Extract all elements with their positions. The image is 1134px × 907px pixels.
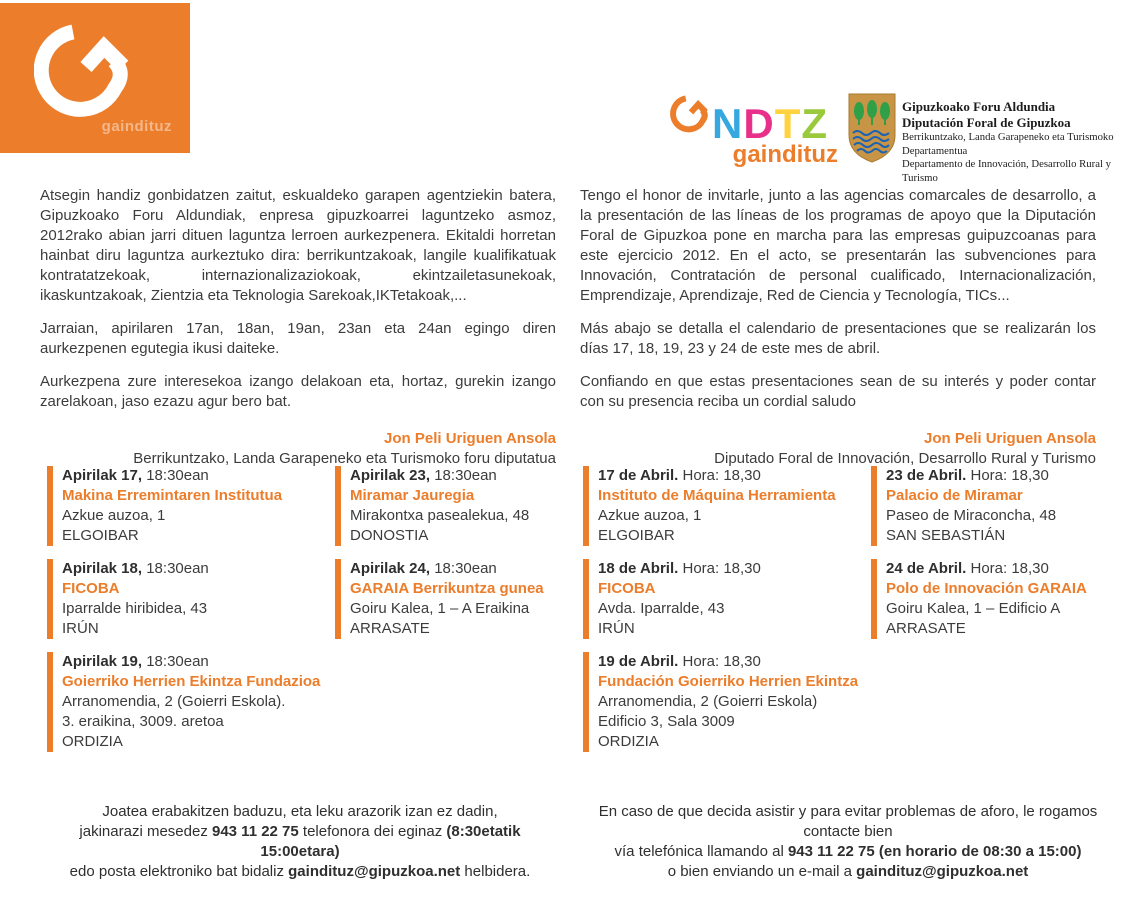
event-time: 18:30ean (142, 560, 209, 577)
brand-letter-z: Z (801, 100, 828, 147)
event-city: ORDIZIA (598, 733, 659, 750)
event-date: Apirilak 17, (62, 467, 143, 484)
footer-eu-line-2 (40, 822, 560, 862)
event-city: ORDIZIA (62, 733, 123, 750)
event-city: SAN SEBASTIÁN (886, 527, 1006, 544)
event-venue: Palacio de Miramar (886, 487, 1023, 504)
event-date: Apirilak 24, (350, 560, 431, 577)
event-apirilak-17 (47, 466, 335, 546)
footer-text: o bien enviando un e-mail a (667, 863, 857, 880)
event-date: 18 de Abril. (598, 560, 679, 577)
event-23-abril (871, 466, 1122, 546)
event-date: Apirilak 23, (350, 467, 431, 484)
event-venue: FICOBA (62, 580, 120, 597)
event-time: 18:30ean (430, 467, 497, 484)
event-19-abril (583, 652, 871, 752)
letter-eu-paragraph-3: Aurkezpena zure interesekoa izango delakoan eta, hortaz, gurekin izango zarelakoan, jaso ezazu agur bero bat. (40, 373, 556, 410)
event-apirilak-24 (335, 559, 583, 639)
footer-text: jakinarazi mesedez (79, 823, 212, 840)
footer-text: vía telefónica llamando al (614, 843, 788, 860)
gndtz-brand-logo (670, 94, 840, 168)
event-city: DONOSTIA (350, 527, 429, 544)
contact-footer-es (578, 802, 1118, 882)
institution-title-eu: Gipuzkoako Foru Aldundia (902, 99, 1056, 114)
gndtz-letters (670, 94, 840, 147)
calendar-column-es-1 (583, 466, 871, 765)
event-date: 17 de Abril. (598, 467, 679, 484)
event-address: Goiru Kalea, 1 – A Eraikina (350, 600, 530, 617)
footer-eu-line-1: Joatea erabakitzen baduzu, eta leku arazorik izan ez dadin, (102, 803, 498, 820)
letter-eu-paragraph-1: Atsegin handiz gonbidatzen zaitut, eskualdeko garapen agentziekin batera, Gipuzkoako Foru Aldundiak, enpresa gipuzkoarrei laguntzeko asmoz, 2012rako abian jarri dituen laguntza lerroen aurkezpenera. Ekitaldi horretan hainbat diru laguntza aurkeztuko dira: berrikuntzakoak, langile kualifikatuak kontratatzekoak, internazionalizaziokoak, ekintzailetasunekoak, ikaskuntzakoak, Zientzia eta Teknologia Sarekoak,IKTetakoak,... (40, 187, 556, 304)
footer-text: helbidera. (460, 863, 531, 880)
event-apirilak-18 (47, 559, 335, 639)
event-time: Hora: 18,30 (678, 560, 761, 577)
event-address: Azkue auzoa, 1 (598, 507, 702, 524)
footer-text: edo posta elektroniko bat bidaliz (69, 863, 289, 880)
email-address: gaindituz@gipuzkoa.net (856, 863, 1029, 880)
signatory-title-eu: Berrikuntzako, Landa Garapeneko eta Turismoko foru diputatua (133, 450, 556, 467)
presentations-calendar (0, 466, 1134, 765)
brand-wordmark: gaindituz (732, 141, 838, 168)
event-time: 18:30ean (142, 467, 209, 484)
event-time: 18:30ean (430, 560, 497, 577)
footer-eu-line-3 (40, 862, 560, 882)
event-24-abril (871, 559, 1122, 639)
phone-number: 943 11 22 75 (en horario de 08:30 a 15:00) (787, 843, 1082, 860)
email-address: gaindituz@gipuzkoa.net (288, 863, 461, 880)
footer-es-line-1: En caso de que decida asistir y para evitar problemas de aforo, le rogamos contacte bien (598, 803, 1098, 840)
signature-eu (40, 429, 556, 469)
invitation-letter (40, 186, 1096, 469)
gaindituz-logo (0, 3, 190, 153)
event-city: IRÚN (62, 620, 99, 637)
contact-footer (0, 802, 1134, 882)
event-date: Apirilak 19, (62, 653, 143, 670)
event-18-abril (583, 559, 871, 639)
event-address: Arranomendia, 2 (Goierri Eskola). (62, 693, 286, 710)
event-time: Hora: 18,30 (678, 653, 761, 670)
letter-eu-paragraph-2: Jarraian, apirilaren 17an, 18an, 19an, 23an eta 24an egingo diren aurkezpenen egutegia ikusi daiteke. (40, 320, 556, 357)
event-address: Azkue auzoa, 1 (62, 507, 166, 524)
letter-es-paragraph-1: Tengo el honor de invitarle, junto a las agencias comarcales de desarrollo, a la presentación de las líneas de los programas de apoyo que la Diputación Foral de Gipuzkoa pone en marcha para las empresas guipuzcoanas para este ejercicio 2012. En el acto, se presentarán las subvenciones para Innovación, Contratación de personal cualificado, Internacionalización, Emprendizaje, Aprendizaje, Red de Ciencia y Tecnología, TICs... (580, 187, 1096, 304)
letter-basque (40, 186, 556, 469)
brand-letter-d: D (743, 100, 775, 147)
event-date: 24 de Abril. (886, 560, 967, 577)
institution-dept-eu: Berrikuntzako, Landa Garapeneko eta Turismoko Departamentua (902, 131, 1114, 157)
event-venue: FICOBA (598, 580, 656, 597)
brand-letter-t: T (774, 100, 802, 147)
event-apirilak-23 (335, 466, 583, 546)
event-17-abril (583, 466, 871, 546)
event-venue: GARAIA Berrikuntza gunea (350, 580, 544, 597)
signatory-name: Jon Peli Uriguen Ansola (924, 430, 1096, 447)
footer-text: telefonora dei eginaz (298, 823, 447, 840)
event-city: ARRASATE (350, 620, 430, 637)
event-city: IRÚN (598, 620, 635, 637)
event-venue: Miramar Jauregia (350, 487, 475, 504)
office-hours: (8:30etatik 15:00etara) (260, 823, 521, 860)
event-time: Hora: 18,30 (678, 467, 761, 484)
institution-lockup (902, 99, 1134, 185)
event-address: Paseo de Miraconcha, 48 (886, 507, 1057, 524)
event-apirilak-19 (47, 652, 335, 752)
event-time: Hora: 18,30 (966, 560, 1049, 577)
calendar-column-es-2 (871, 466, 1122, 765)
institution-title-es: Diputación Foral de Gipuzkoa (902, 115, 1071, 130)
event-date: 23 de Abril. (886, 467, 967, 484)
event-city: ELGOIBAR (598, 527, 675, 544)
letter-es-paragraph-2: Más abajo se detalla el calendario de presentaciones que se realizarán los días 17, 18, 19, 23 y 24 de este mes de abril. (580, 320, 1096, 357)
phone-number: 943 11 22 75 (211, 823, 299, 840)
gipuzkoa-coat-of-arms-icon (848, 93, 896, 168)
event-city: ARRASATE (886, 620, 966, 637)
event-address: Arranomendia, 2 (Goierri Eskola) (598, 693, 818, 710)
letter-es-paragraph-3: Confiando en que estas presentaciones sean de su interés y poder contar con su presencia reciba un cordial saludo (580, 373, 1096, 410)
event-address: Iparralde hiribidea, 43 (62, 600, 208, 617)
letter-spanish (580, 186, 1096, 469)
contact-footer-eu (40, 802, 560, 882)
event-address: Goiru Kalea, 1 – Edificio A (886, 600, 1061, 617)
event-date: Apirilak 18, (62, 560, 143, 577)
signatory-name: Jon Peli Uriguen Ansola (384, 430, 556, 447)
event-venue: Instituto de Máquina Herramienta (598, 487, 836, 504)
event-time: 18:30ean (142, 653, 209, 670)
calendar-column-eu-1 (47, 466, 335, 765)
event-city: ELGOIBAR (62, 527, 139, 544)
footer-es-line-3 (578, 862, 1118, 882)
event-date: 19 de Abril. (598, 653, 679, 670)
signatory-title-es: Diputado Foral de Innovación, Desarrollo Rural y Turismo (714, 450, 1096, 467)
brand-letter-n: N (712, 100, 744, 147)
event-venue: Fundación Goierriko Herrien Ekintza (598, 673, 859, 690)
event-address-2: 3. eraikina, 3009. aretoa (62, 713, 224, 730)
event-time: Hora: 18,30 (966, 467, 1049, 484)
event-address: Avda. Iparralde, 43 (598, 600, 725, 617)
event-address: Mirakontxa pasealekua, 48 (350, 507, 530, 524)
signature-es (580, 429, 1096, 469)
institution-dept-es: Departamento de Innovación, Desarrollo Rural y Turismo (902, 158, 1111, 184)
event-venue: Polo de Innovación GARAIA (886, 580, 1087, 597)
gaindituz-logo-wordmark: gaindituz (101, 118, 172, 135)
event-address-2: Edificio 3, Sala 3009 (598, 713, 735, 730)
event-venue: Makina Erremintaren Institutua (62, 487, 283, 504)
footer-es-line-2 (578, 842, 1118, 862)
curved-arrow-g-icon (670, 94, 712, 142)
event-venue: Goierriko Herrien Ekintza Fundazioa (62, 673, 321, 690)
calendar-column-eu-2 (335, 466, 583, 765)
